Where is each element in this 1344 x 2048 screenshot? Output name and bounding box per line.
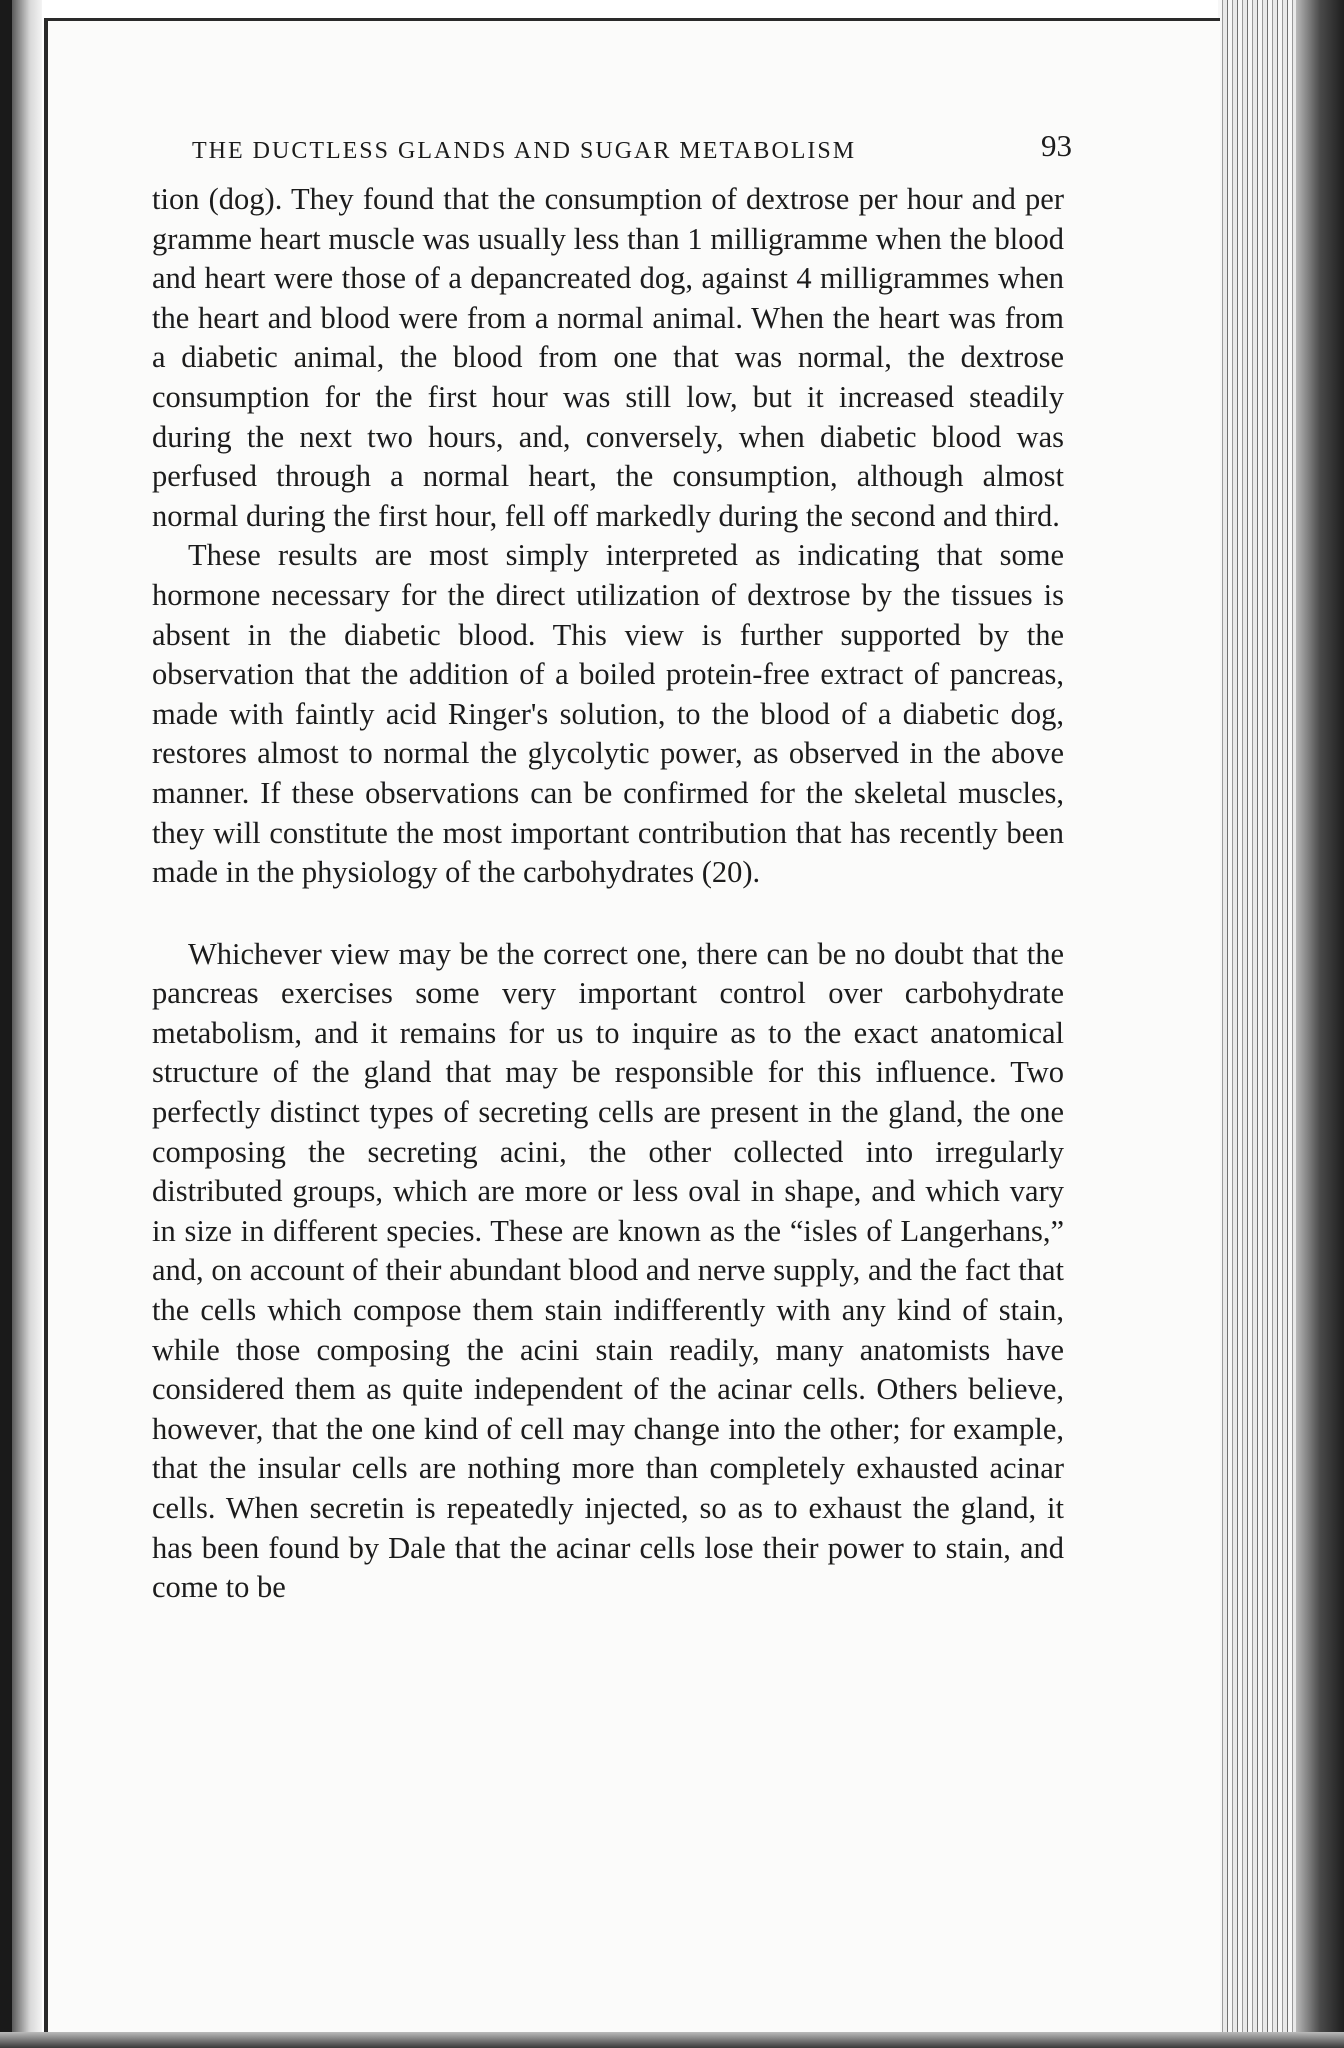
paragraph-continuation: tion (dog). They found that the consumption of dextrose per hour and per gramme heart muscle was usually less than 1 milligramme when the blood and heart were those of a depancreated dog, against 4 milligrammes when the heart and blood were from a normal animal. When the heart was from a diabetic animal, the blood from one that was normal, the dextrose consumption for the first hour was still low, but it increased steadily during the next two hours, and, conversely, when diabetic blood was perfused through a normal heart, the consumption, although almost normal during the first hour, fell off markedly during the second and third. xyxy=(152,182,1064,533)
page-content xyxy=(152,128,1072,1608)
paragraph-interpretation: These results are most simply interpreted as indicating that some hormone necessary for the direct utilization of dextrose by the tissues is absent in the diabetic blood. This view is further supported by the observation that the addition of a boiled protein-free extract of pancreas, made with faintly acid Ringer's solution, to the blood of a diabetic dog, restores almost to normal the glycolytic power, as observed in the above manner. If these observations can be confirmed for the skeletal muscles, they will constitute the most important contribution that has recently been made in the physiology of the carbohydrates (20). xyxy=(152,538,1064,890)
facing-page-edge xyxy=(12,0,42,2048)
book-spine-shadow xyxy=(0,0,12,2048)
running-header xyxy=(192,128,1072,172)
page-number: 93 xyxy=(1041,128,1072,163)
book-cover-edge xyxy=(1296,0,1344,2048)
running-title: THE DUCTLESS GLANDS AND SUGAR METABOLISM xyxy=(192,138,857,164)
paragraph-pancreas-structure: Whichever view may be the correct one, there can be no doubt that the pancreas exercises some very important control over carbohydrate metabolism, and it remains for us to inquire as to the exact anatomical structure of the gland that may be responsible for this influence. Two perfectly distinct types of secreting cells are present in the gland, the one composing the secreting acini, the other collected into irregularly distributed groups, which are more or less oval in shape, and which vary in size in different species. These are known as the “isles of Langerhans,” and, on account of their abundant blood and nerve supply, and the fact that the cells which compose them stain indifferently with any kind of stain, while those composing the acini stain readily, many anatomists have considered them as quite independent of the acinar cells. Others believe, however, that the one kind of cell may change into the other; for example, that the insular cells are nothing more than completely exhausted acinar cells. When secretin is repeatedly injected, so as to exhaust the gland, it has been found by Dale that the acinar cells lose their power to stain, and come to be xyxy=(152,936,1064,1605)
bottom-edge-shadow xyxy=(0,2032,1344,2048)
